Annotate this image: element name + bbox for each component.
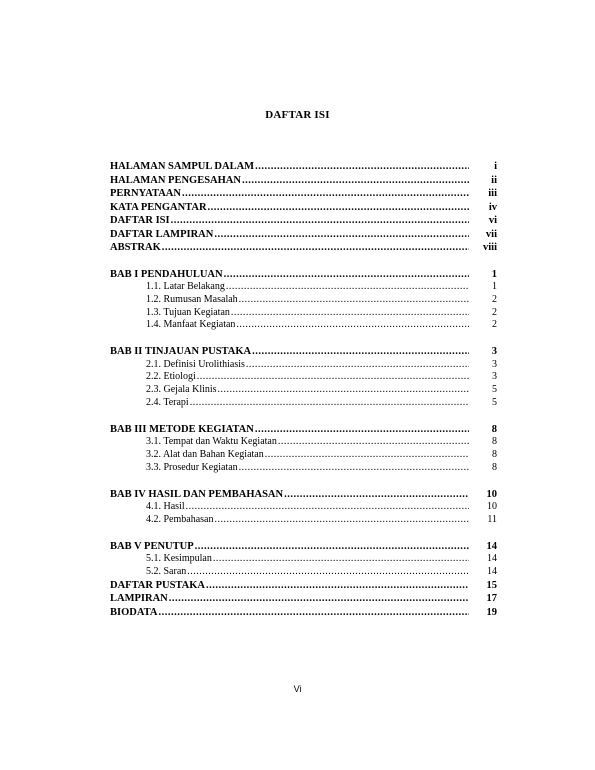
toc-entry-page: 8	[491, 423, 497, 435]
toc-entry	[110, 540, 497, 554]
toc-entry-page: vii	[485, 228, 497, 240]
toc-entry-label: 2.3. Gejala Klinis	[146, 384, 217, 396]
page-title: DAFTAR ISI	[265, 109, 330, 121]
page-number-footer: Vi	[293, 684, 302, 694]
toc-entry-page: 8	[492, 436, 497, 448]
dot-leader	[218, 384, 469, 397]
toc-subentry	[110, 384, 497, 397]
toc-entry-label: DAFTAR ISI	[110, 215, 170, 226]
toc-entry-label: BAB III METODE KEGIATAN	[110, 423, 254, 435]
toc-subentry	[110, 449, 497, 462]
dot-leader	[182, 187, 469, 201]
toc-entry-label: 5.2. Saran	[146, 566, 187, 578]
dot-leader	[255, 160, 469, 174]
toc-entry-label: DAFTAR LAMPIRAN	[110, 228, 214, 240]
toc-entry-label: 1.3. Tujuan Kegiatan	[146, 306, 230, 318]
dot-leader	[195, 540, 469, 554]
toc-subentry	[110, 436, 497, 449]
dot-leader	[206, 579, 469, 593]
toc-entry-page: 3	[492, 358, 497, 370]
toc-entry-page: 17	[486, 593, 497, 605]
dot-leader	[197, 371, 469, 384]
dot-leader	[171, 214, 469, 228]
toc-entry-label: DAFTAR PUSTAKA	[110, 579, 205, 591]
dot-leader	[224, 268, 469, 282]
dot-leader	[278, 436, 469, 449]
toc-entry-label: BIODATA	[110, 606, 158, 618]
toc-entry-label: BAB II TINJAUAN PUSTAKA	[110, 346, 252, 358]
toc-entry-label: 3.1. Tempat dan Waktu Kegiatan	[146, 436, 277, 448]
toc-subentry	[110, 281, 497, 294]
toc-entry	[110, 201, 497, 215]
dot-leader	[158, 606, 469, 620]
toc-entry-label: LAMPIRAN	[110, 593, 168, 605]
toc-subentry	[110, 462, 497, 475]
dot-leader	[190, 397, 469, 410]
toc-entry	[110, 423, 497, 437]
toc-entry-page: 10	[487, 501, 497, 513]
toc-entry-page: 2	[492, 293, 497, 305]
toc-entry-label: BAB I PENDAHULUAN	[110, 268, 223, 280]
dot-leader	[169, 592, 469, 606]
toc-subentry	[110, 397, 497, 410]
dot-leader	[208, 201, 469, 215]
toc-entry-label: ABSTRAK	[110, 242, 161, 253]
dot-leader	[214, 228, 469, 242]
toc-entry-label: BAB IV HASIL DAN PEMBAHASAN	[110, 488, 284, 500]
toc-subentry	[110, 501, 497, 514]
toc-entry-page: 14	[487, 566, 497, 578]
toc-subentry	[110, 514, 497, 527]
toc-entry-page: 2	[492, 319, 497, 331]
toc-subentry	[110, 319, 497, 332]
toc-entry-label: 3.3. Prosedur Kegiatan	[146, 461, 238, 473]
toc-entry	[110, 187, 497, 201]
toc-entry-page: iv	[488, 201, 497, 213]
toc-entry-page: 1	[492, 281, 497, 292]
toc-entry-label: 1.1. Latar Belakang	[146, 281, 225, 292]
dot-leader	[239, 462, 469, 475]
toc-subentry	[110, 294, 497, 307]
dot-leader	[215, 514, 470, 527]
dot-leader	[226, 281, 469, 294]
toc-entry-page: 3	[491, 346, 497, 358]
toc-entry-page: 8	[492, 461, 497, 473]
toc-entry	[110, 160, 497, 174]
toc-entry	[110, 228, 497, 242]
dot-leader	[236, 319, 469, 332]
dot-leader	[246, 359, 469, 372]
toc-entry-page: 1	[491, 268, 497, 280]
toc-entry	[110, 174, 497, 188]
toc-entry	[110, 592, 497, 606]
dot-leader	[255, 423, 469, 437]
toc-entry-page: 14	[486, 540, 497, 552]
toc-entry-page: 11	[487, 514, 497, 526]
dot-leader	[252, 345, 469, 359]
toc-entry-page: 2	[492, 306, 497, 318]
toc-entry	[110, 606, 497, 620]
dot-leader	[186, 501, 469, 514]
toc-entry-page: 14	[487, 553, 497, 565]
toc-subentry	[110, 359, 497, 372]
toc-entry-label: 2.4. Terapi	[146, 397, 189, 409]
toc-subentry	[110, 371, 497, 384]
toc-entry-label: 5.1. Kesimpulan	[146, 553, 212, 565]
toc-entry	[110, 268, 497, 282]
toc-entry-page: 5	[492, 397, 497, 409]
dot-leader	[284, 488, 469, 502]
toc-entry-label: HALAMAN SAMPUL DALAM	[110, 161, 255, 172]
dot-leader	[265, 449, 469, 462]
toc-entry-label: 4.2. Pembahasan	[146, 514, 214, 526]
toc-entry-label: BAB V PENUTUP	[110, 540, 194, 552]
toc-entry	[110, 241, 497, 255]
toc-entry-page: vi	[488, 215, 497, 226]
toc-entry-label: 3.2. Alat dan Bahan Kegiatan	[146, 449, 264, 461]
toc-entry-page: 8	[492, 449, 497, 461]
toc-entry-page: viii	[482, 242, 497, 253]
toc-entry-label: 2.1. Definisi Urolithiasis	[146, 358, 245, 370]
toc-entry-page: i	[494, 161, 497, 172]
toc-entry	[110, 214, 497, 228]
toc-entry-page: 3	[492, 371, 497, 383]
toc-entry-page: 10	[486, 488, 497, 500]
toc-entry-page: ii	[491, 174, 497, 186]
toc-entry-label: PERNYATAAN	[110, 188, 181, 199]
toc-entry	[110, 488, 497, 502]
dot-leader	[231, 307, 469, 320]
toc-entry-label: 1.4. Manfaat Kegiatan	[146, 319, 236, 331]
toc-entry-label: 1.2. Rumusan Masalah	[146, 293, 238, 305]
toc-entry-page: 15	[486, 579, 497, 591]
dot-leader	[187, 566, 469, 579]
table-of-contents	[110, 160, 497, 619]
toc-subentry	[110, 566, 497, 579]
toc-entry-page: 19	[486, 606, 497, 618]
dot-leader	[242, 174, 469, 188]
toc-entry-label: HALAMAN PENGESAHAN	[110, 174, 241, 186]
toc-entry	[110, 579, 497, 593]
toc-entry-label: KATA PENGANTAR	[110, 201, 207, 213]
toc-subentry	[110, 307, 497, 320]
toc-subentry	[110, 553, 497, 566]
toc-entry	[110, 345, 497, 359]
toc-entry-page: 5	[492, 384, 497, 396]
toc-entry-label: 4.1. Hasil	[146, 501, 185, 513]
toc-entry-label: 2.2. Etiologi	[146, 371, 196, 383]
dot-leader	[162, 241, 469, 255]
dot-leader	[213, 553, 469, 566]
dot-leader	[239, 294, 469, 307]
toc-entry-page: iii	[488, 188, 497, 199]
